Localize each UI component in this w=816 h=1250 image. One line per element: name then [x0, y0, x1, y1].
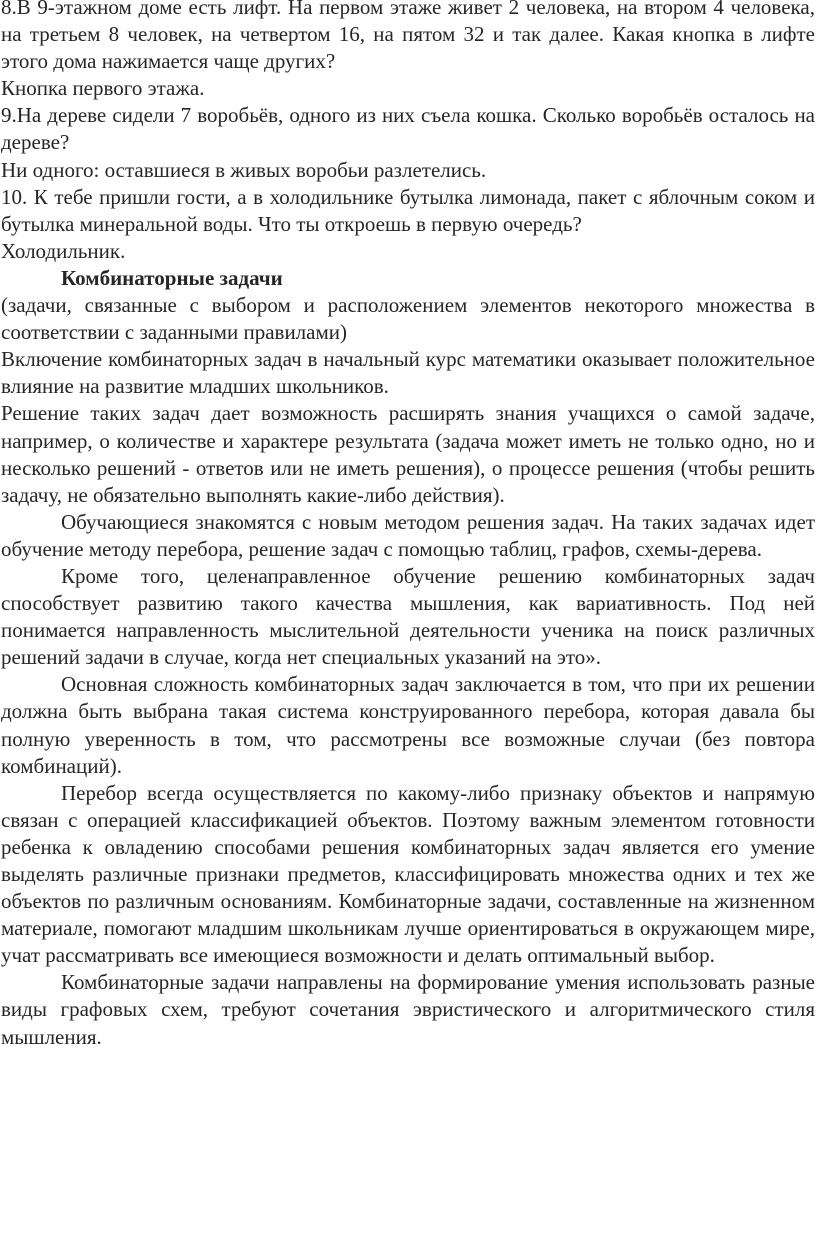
answer-8: Кнопка первого этажа.	[1, 76, 205, 101]
body-paragraph: Комбинаторные задачи направлены на формирование умения использовать разные виды графовых схем, требуют сочетания эвристического и алгоритмического стиля мышления.	[1, 970, 815, 1049]
body-paragraph: Решение таких задач дает возможность расширять знания учащихся о самой задаче, например, о количестве и характере результата (задача может иметь не только одно, но и несколько решений - ответов или не иметь решения), о процессе решения (чтобы решить задачу, не обязательно выполнять какие-либо действия).	[1, 401, 815, 507]
body-paragraph: Кроме того, целенаправленное обучение решению комбинаторных задач способствует развитию такого качества мышления, как вариативность. Под ней понимается направленность мыслительной деятельности ученика на поиск различных решений задачи в случае, когда нет специальных указаний на это».	[1, 563, 815, 670]
answer-10: Холодильник.	[1, 238, 126, 263]
answer-9: Ни одного: оставшиеся в живых воробьи разлетелись.	[1, 157, 487, 182]
body-paragraph: Обучающиеся знакомятся с новым методом решения задач. На таких задачах идет обучение методу перебора, решение задач с помощью таблиц, графов, схемы-дерева.	[1, 509, 815, 561]
question-8: 8.В 9-этажном доме есть лифт. На первом этаже живет 2 человека, на втором 4 человека, на третьем 8 человек, на четвертом 16, на пятом 32 и так далее. Какая кнопка в лифте этого дома нажимается чаще других?	[1, 0, 815, 74]
definition-paragraph: (задачи, связанные с выбором и расположением элементов некоторого множества в соответствии с заданными правилами)	[1, 293, 815, 345]
body-paragraph: Включение комбинаторных задач в начальный курс математики оказывает положительное влияние на развитие младших школьников.	[1, 347, 815, 399]
body-paragraph: Основная сложность комбинаторных задач заключается в том, что при их решении должна быть выбрана такая система конструированного перебора, которая давала бы полную уверенность в том, что рассмотрены все возможные случаи (без повтора комбинаций).	[1, 672, 815, 778]
question-9: 9.На дереве сидели 7 воробьёв, одного из них съела кошка. Сколько воробьёв осталось на дереве?	[1, 103, 815, 155]
body-paragraph: Перебор всегда осуществляется по какому-либо признаку объектов и напрямую связан с операцией классификацией объектов. Поэтому важным элементом готовности ребенка к овладению способами решения комбинаторных задач является его умение выделять различные признаки предметов, классифицировать множества одних и тех же объектов по различным основаниям. Комбинаторные задачи, составленные на жизненном материале, помогают младшим школьникам лучше ориентироваться в окружающем мире, учат рассматривать все имеющиеся возможности и делать оптимальный выбор.	[1, 780, 815, 968]
question-10: 10. К тебе пришли гости, а в холодильнике бутылка лимонада, пакет с яблочным соком и бутылка минеральной воды. Что ты откроешь в первую очередь?	[1, 184, 815, 236]
section-heading: Комбинаторные задачи	[61, 265, 283, 290]
